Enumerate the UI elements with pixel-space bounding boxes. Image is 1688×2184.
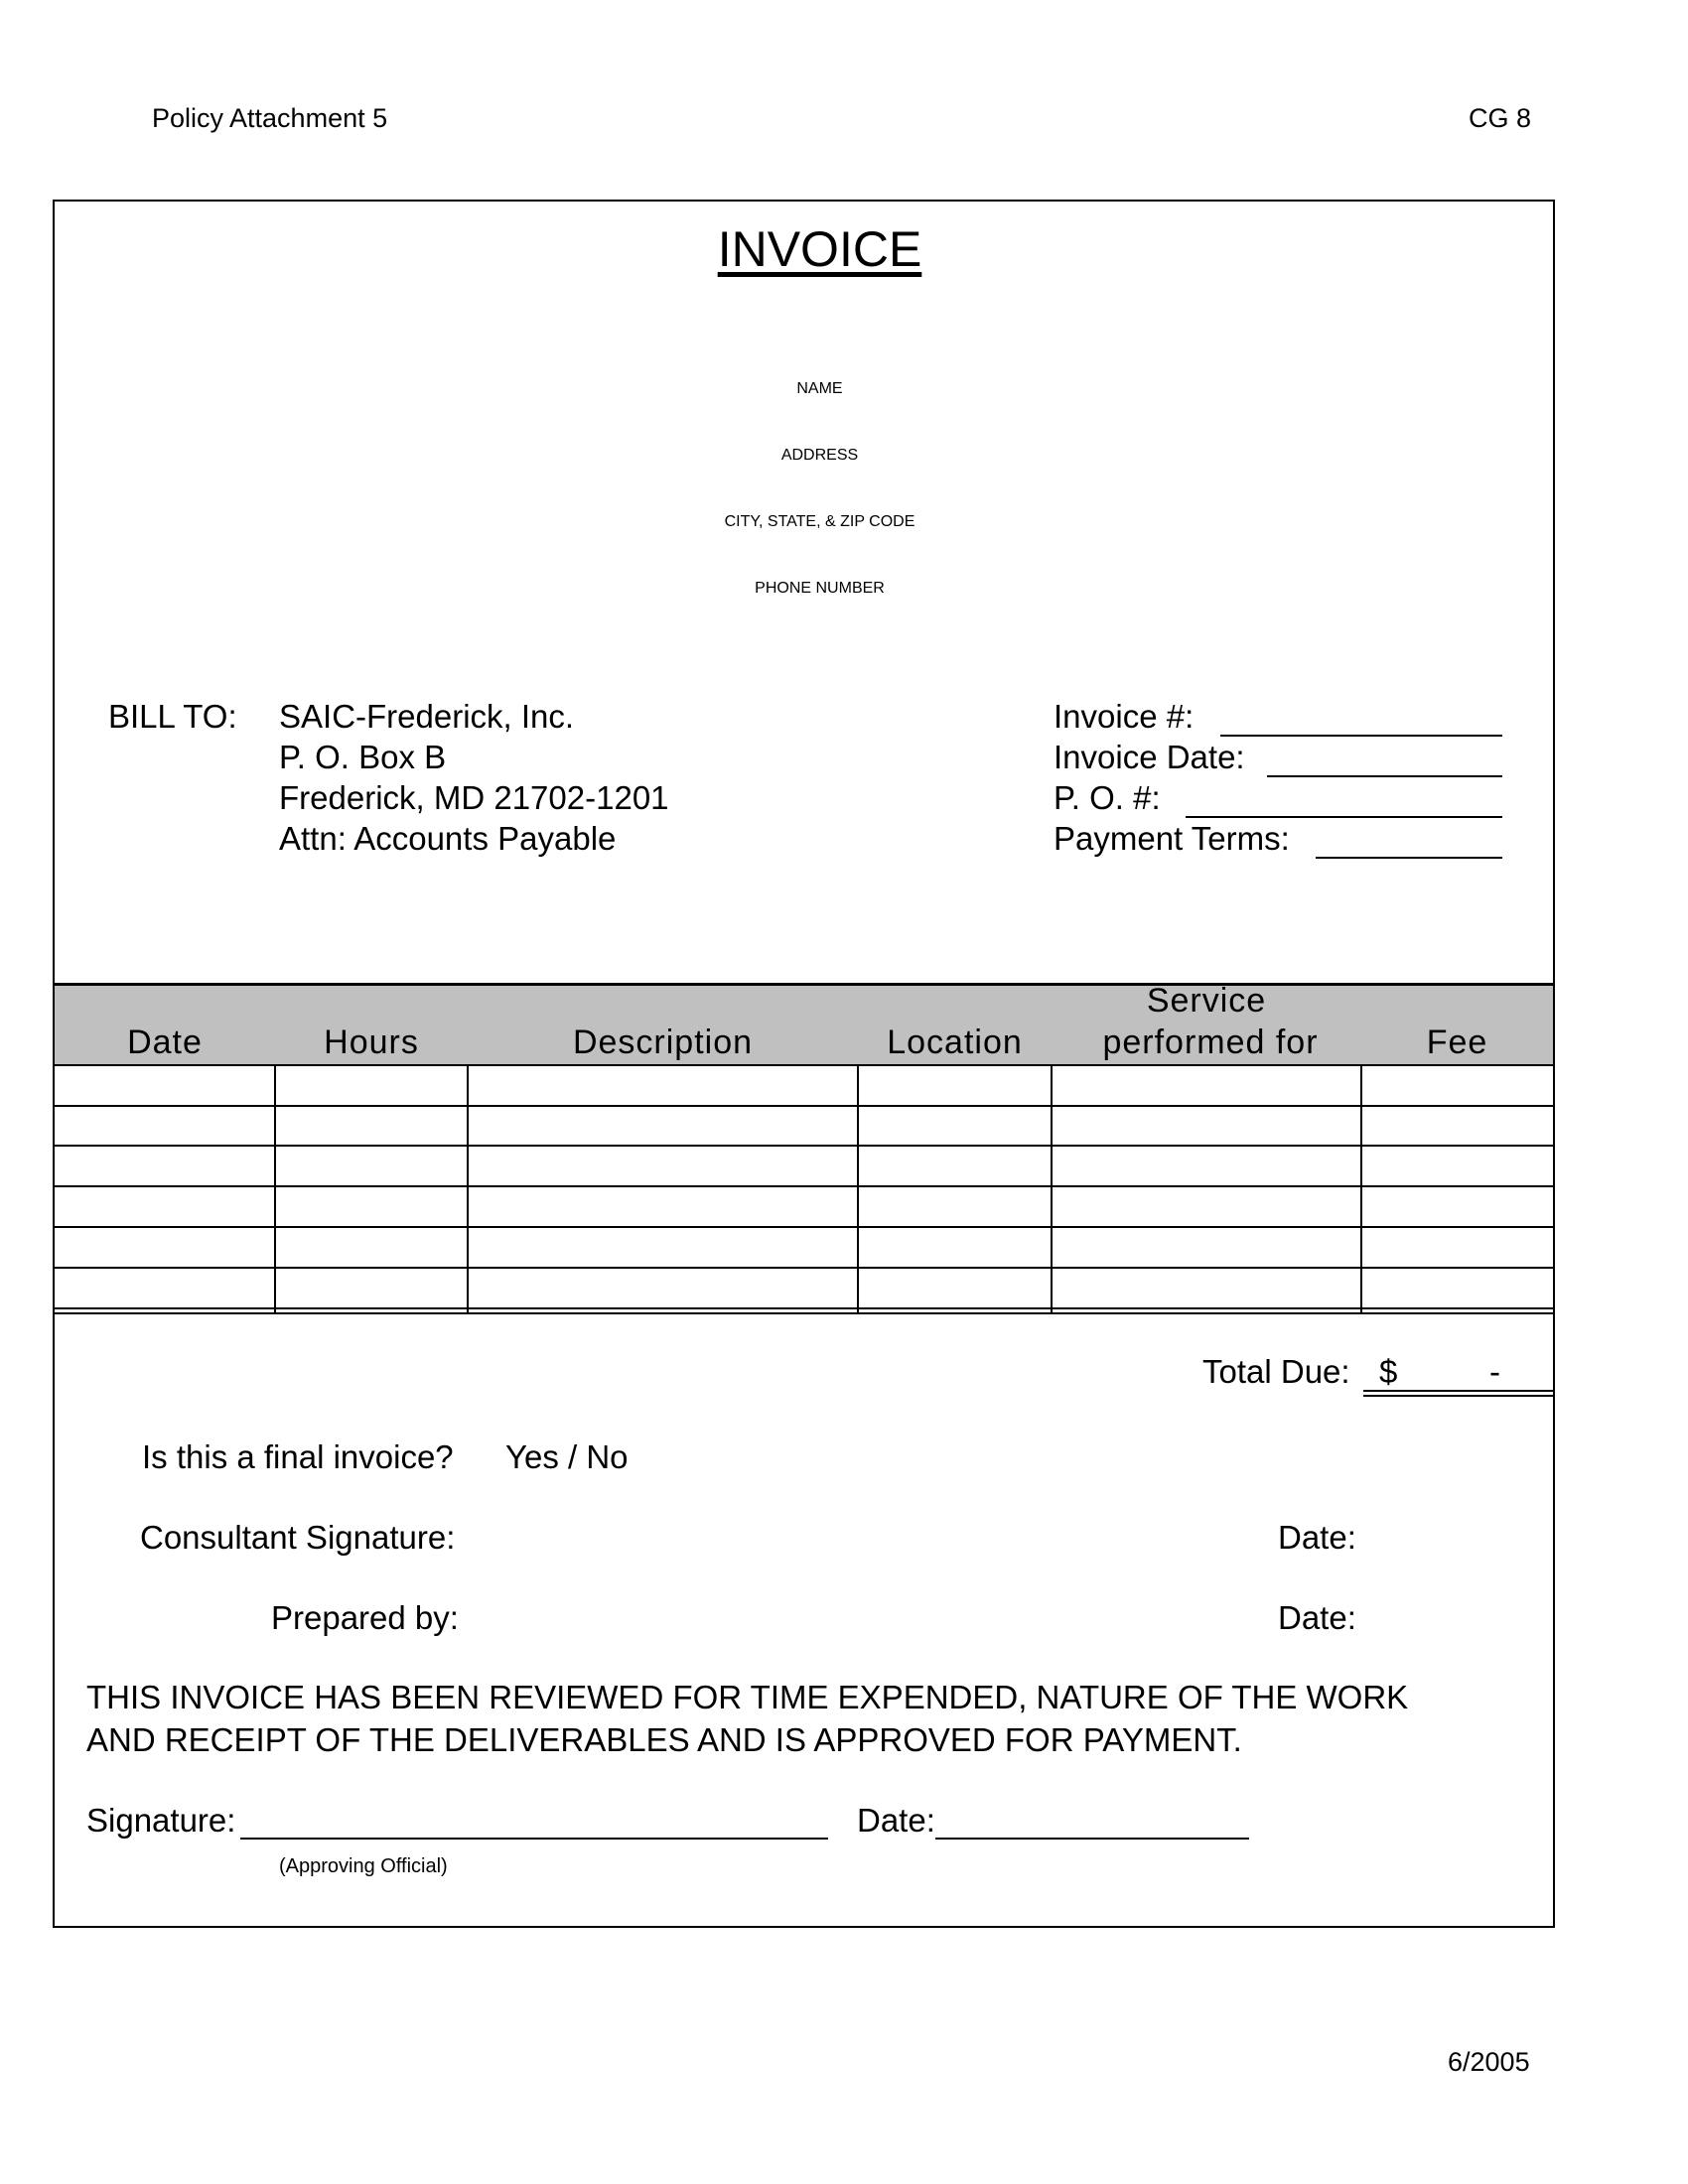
approver-date-field[interactable] <box>935 1836 1249 1840</box>
row-divider <box>55 1307 1553 1309</box>
approver-signature-label: Signature: <box>86 1802 236 1839</box>
invoice-date-field[interactable] <box>1267 773 1502 777</box>
column-divider <box>467 1066 469 1314</box>
total-underline <box>1363 1390 1553 1392</box>
column-divider <box>1360 1066 1362 1314</box>
table-header <box>55 983 1553 1066</box>
attachment-label: Policy Attachment 5 <box>152 103 388 133</box>
bill-to-line: Attn: Accounts Payable <box>279 820 617 857</box>
bill-to-line: Frederick, MD 21702-1201 <box>279 779 669 816</box>
final-invoice-options[interactable]: Yes / No <box>505 1438 629 1475</box>
column-divider <box>1051 1066 1053 1314</box>
row-divider <box>55 1145 1553 1147</box>
invoice-number-field[interactable] <box>1220 733 1502 737</box>
form-code: CG 8 <box>1469 103 1532 133</box>
payment-terms-field[interactable] <box>1316 855 1502 859</box>
prepared-date-label: Date: <box>1278 1599 1356 1636</box>
column-header-location: Location <box>887 1024 1023 1061</box>
column-divider <box>857 1066 859 1314</box>
invoice-number-label: Invoice #: <box>1054 698 1195 735</box>
approval-statement-line: AND RECEIPT OF THE DELIVERABLES AND IS APPROVED FOR PAYMENT. <box>86 1721 1242 1758</box>
approval-statement-line: THIS INVOICE HAS BEEN REVIEWED FOR TIME EXPENDED, NATURE OF THE WORK <box>86 1679 1409 1715</box>
po-number-label: P. O. #: <box>1054 779 1161 816</box>
consultant-signature-label: Consultant Signature: <box>140 1519 456 1556</box>
bill-to-line: P. O. Box B <box>279 739 447 775</box>
column-divider <box>274 1066 276 1314</box>
revision-date: 6/2005 <box>1448 2047 1530 2077</box>
column-header-description: Description <box>572 1024 754 1061</box>
total-value[interactable]: - <box>1489 1353 1500 1390</box>
invoice-title: INVOICE <box>717 221 922 277</box>
city-state-zip-placeholder: CITY, STATE, & ZIP CODE <box>724 513 915 530</box>
total-due-label: Total Due: <box>1202 1353 1350 1390</box>
final-invoice-question: Is this a final invoice? <box>142 1438 454 1475</box>
column-header-date: Date <box>127 1024 203 1061</box>
consultant-date-label: Date: <box>1278 1519 1356 1556</box>
table-bottom-rule <box>55 1312 1553 1314</box>
row-divider <box>55 1105 1553 1107</box>
column-header-service: Service <box>1146 982 1267 1020</box>
approver-signature-field[interactable] <box>240 1836 828 1840</box>
total-currency: $ <box>1379 1353 1398 1390</box>
bill-to-line: SAIC-Frederick, Inc. <box>279 698 575 735</box>
line-items-table <box>55 1066 1553 1314</box>
column-header-hours: Hours <box>324 1024 419 1061</box>
po-number-field[interactable] <box>1186 814 1502 818</box>
row-divider <box>55 1185 1553 1187</box>
column-header-service-cont: performed for <box>1102 1024 1319 1061</box>
row-divider <box>55 1267 1553 1269</box>
total-underline <box>1363 1395 1553 1397</box>
invoice-date-label: Invoice Date: <box>1054 739 1245 775</box>
prepared-by-label: Prepared by: <box>271 1599 459 1636</box>
name-placeholder: NAME <box>796 380 843 397</box>
row-divider <box>55 1226 1553 1228</box>
address-placeholder: ADDRESS <box>780 447 859 464</box>
approving-official-caption: (Approving Official) <box>279 1855 448 1877</box>
bill-to-label: BILL TO: <box>108 698 237 735</box>
column-header-fee: Fee <box>1426 1024 1488 1061</box>
payment-terms-label: Payment Terms: <box>1054 820 1290 857</box>
approver-date-label: Date: <box>857 1802 935 1839</box>
phone-placeholder: PHONE NUMBER <box>755 580 885 597</box>
